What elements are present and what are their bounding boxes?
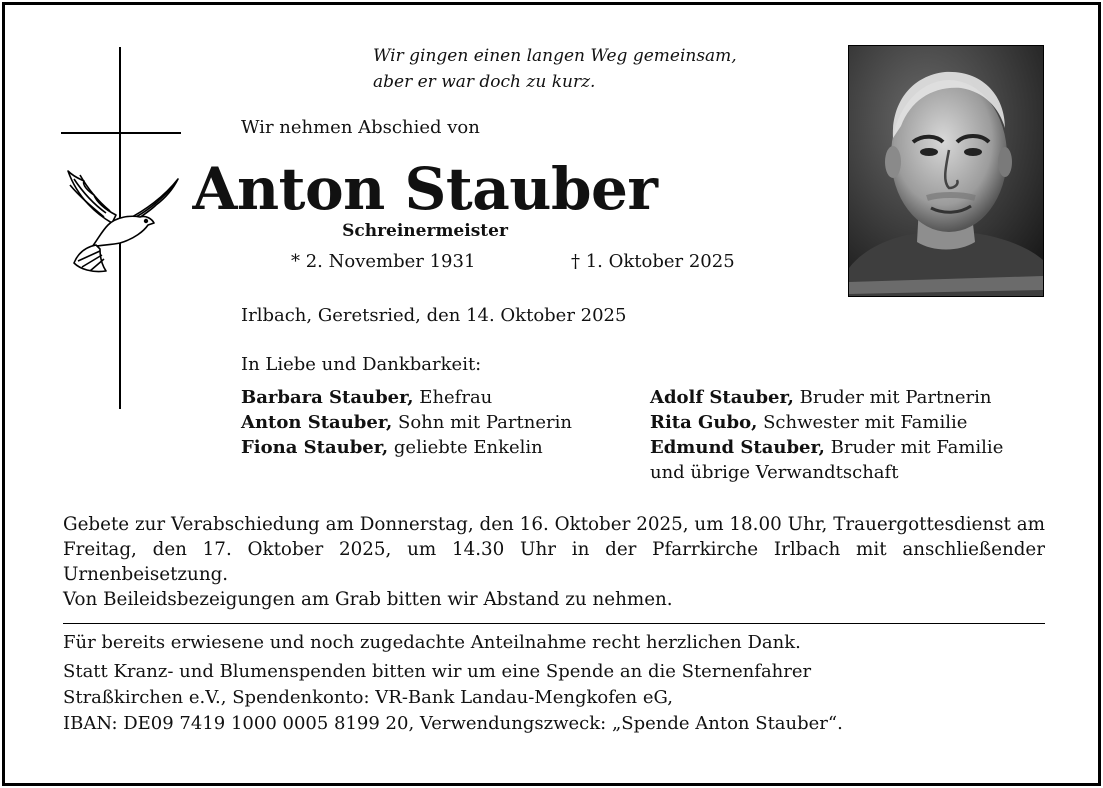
deceased-name: Anton Stauber [192, 155, 658, 223]
donation-line-2: Straßkirchen e.V., Spendenkonto: VR-Bank Landau-Mengkofen eG, [63, 687, 673, 708]
family-list-right [650, 385, 1003, 485]
family-entry: Fiona Stauber, geliebte Enkelin [241, 437, 543, 458]
family-entry: Barbara Stauber, Ehefrau [241, 387, 493, 408]
family-extra: und übrige Verwandtschaft [650, 462, 899, 483]
service-info [63, 512, 1045, 612]
family-entry: Edmund Stauber, Bruder mit Familie [650, 437, 1004, 458]
family-entry: Adolf Stauber, Bruder mit Partnerin [650, 387, 992, 408]
portrait-photo [848, 45, 1044, 297]
quote-line-2: aber er war doch zu kurz. [373, 72, 596, 92]
obituary-card [2, 2, 1101, 786]
birth-date: * 2. November 1931 [291, 251, 476, 272]
quote-line-1: Wir gingen einen langen Weg gemeinsam, [373, 46, 737, 66]
donation-line-3: IBAN: DE09 7419 1000 0005 8199 20, Verwendungszweck: „Spende Anton Stauber“. [63, 713, 843, 734]
donation-line-1: Statt Kranz- und Blumenspenden bitten wir um eine Spende an die Sternenfahrer [63, 661, 812, 682]
family-list-left [241, 385, 572, 460]
prayer-text: Gebete zur Verabschiedung am Donnerstag, den 16. Oktober 2025, um 18.00 Uhr, Trauergottesdienst am Freitag, den 17. Oktober 2025, um 14.30 Uhr in der Pfarrkirche Irlbach mit anschließender Urnenbeisetzung. [63, 514, 1045, 585]
love-line: In Liebe und Dankbarkeit: [241, 354, 482, 375]
place-date: Irlbach, Geretsried, den 14. Oktober 2025 [241, 305, 627, 326]
family-entry: Rita Gubo, Schwester mit Familie [650, 412, 968, 433]
cross-bar [61, 132, 181, 134]
intro-text: Wir nehmen Abschied von [241, 117, 480, 138]
family-entry: Anton Stauber, Sohn mit Partnerin [241, 412, 572, 433]
memorial-quote [373, 43, 737, 95]
donation-info [63, 659, 1043, 737]
divider [63, 623, 1045, 624]
death-date: † 1. Oktober 2025 [571, 251, 735, 272]
thanks-text: Für bereits erwiesene und noch zugedachte Anteilnahme recht herzlichen Dank. [63, 632, 801, 653]
condolence-note: Von Beileidsbezeigungen am Grab bitten wir Abstand zu nehmen. [63, 589, 673, 610]
deceased-title: Schreinermeister [342, 221, 508, 241]
